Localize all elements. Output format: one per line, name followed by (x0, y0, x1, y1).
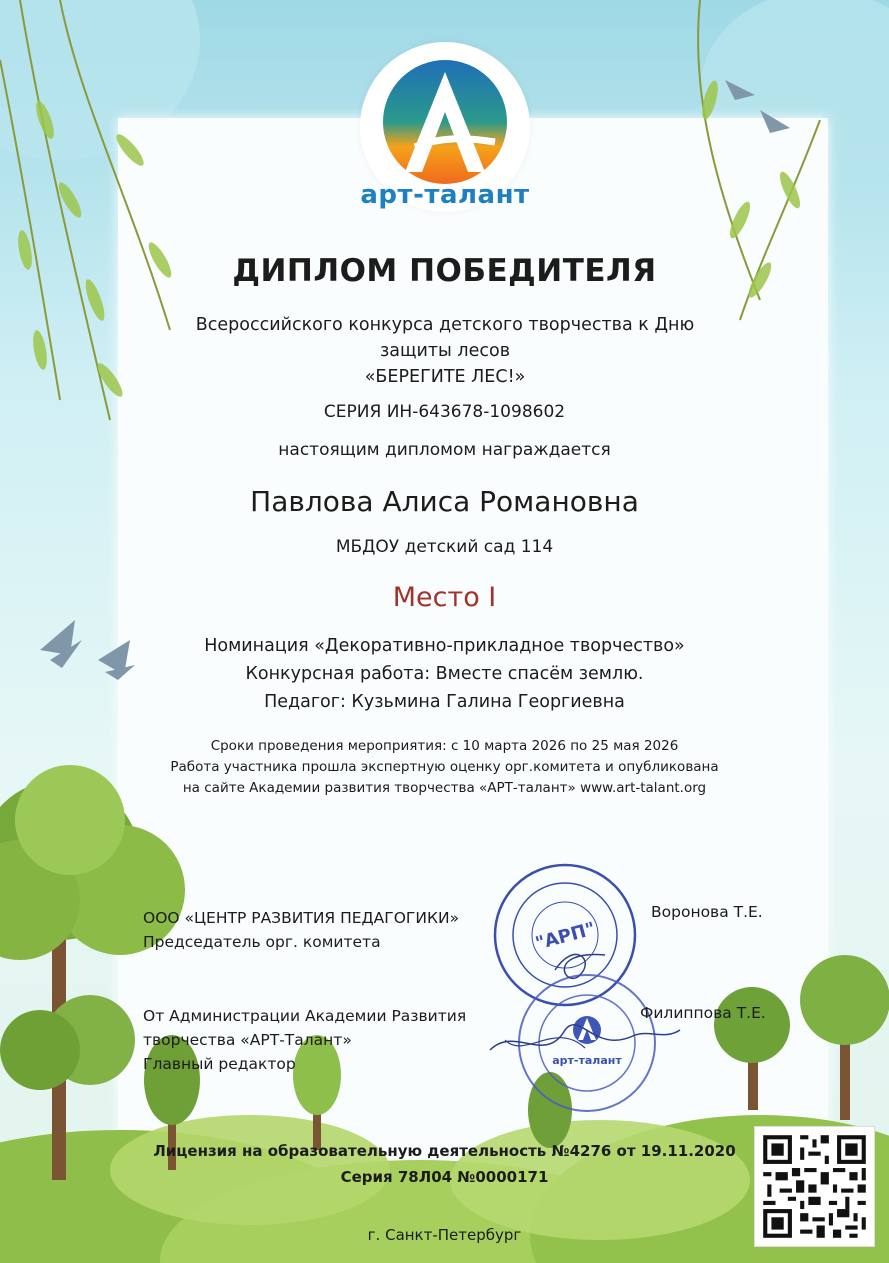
logo-text: арт-талант (360, 180, 530, 210)
city: г. Санкт-Петербург (367, 1226, 522, 1244)
stamp-second-center-text: арт-талант (552, 1054, 622, 1067)
signature-block-first (143, 906, 459, 954)
review-line-2: на сайте Академии развития творчества «АРТ-талант» www.art-talant.org (182, 780, 707, 796)
first-signer-organization: ООО «ЦЕНТР РАЗВИТИЯ ПЕДАГОГИКИ» (143, 909, 460, 927)
qr-code-icon[interactable] (754, 1126, 875, 1247)
qr-code-pattern (755, 1127, 874, 1246)
first-signer-role: Председатель орг. комитета (143, 933, 381, 951)
stamp-first-center-text: "АРП" (533, 918, 598, 955)
diploma-title: ДИПЛОМ ПОБЕДИТЕЛЯ (232, 253, 657, 289)
nomination: Номинация «Декоративно-прикладное творчество» (204, 636, 685, 656)
second-signer-name: Филиппова Т.Е. (640, 1004, 766, 1022)
review-line-1: Работа участника прошла экспертную оценку орг.комитета и опубликована (170, 759, 719, 775)
recipient-name: Павлова Алиса Романовна (250, 485, 639, 518)
signature-block-second (143, 1004, 466, 1076)
awarded-text: настоящим дипломом награждается (278, 440, 611, 460)
event-info (0, 736, 889, 799)
series-number: СЕРИЯ ИН-643678-1098602 (323, 402, 566, 422)
first-signer-name: Воронова Т.Е. (651, 903, 763, 921)
contest-line-3: «БЕРЕГИТЕ ЛЕС!» (364, 367, 526, 387)
contest-line-2: защиты лесов (379, 341, 511, 361)
second-signer-role: Главный редактор (143, 1055, 296, 1073)
second-signer-line-2: творчества «АРТ-Талант» (143, 1031, 352, 1049)
second-signer-line-1: От Администрации Академии Развития (143, 1007, 467, 1025)
teacher: Педагог: Кузьмина Галина Георгиевна (264, 692, 625, 712)
award-details (0, 632, 889, 716)
contest-work: Конкурсная работа: Вместе спасём землю. (245, 664, 644, 684)
place-award: Место I (392, 582, 497, 613)
license-number: Лицензия на образовательную деятельность №4276 от 19.11.2020 (153, 1142, 736, 1160)
contest-name (180, 312, 710, 390)
event-dates: Сроки проведения мероприятия: с 10 марта 2026 по 25 мая 2026 (210, 738, 679, 754)
contest-line-1: Всероссийского конкурса детского творчества к Дню (195, 315, 695, 335)
recipient-organization: МБДОУ детский сад 114 (335, 537, 554, 557)
license-series: Серия 78Л04 №0000171 (340, 1168, 549, 1186)
